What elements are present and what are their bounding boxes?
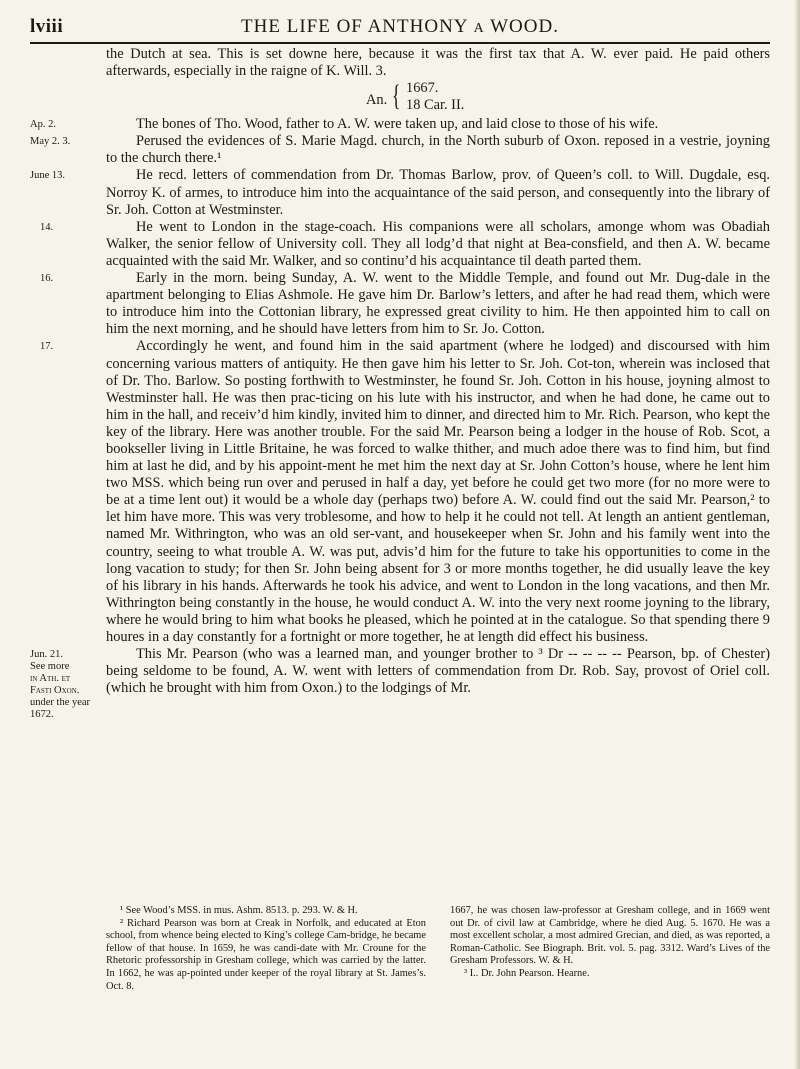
entry-text: This Mr. Pearson (who was a learned man, and younger brother to ³ Dr -- -- -- -- Pearson, bp. of Chester) being seldome to be found, A. W. went with letters of commendation from Dr. Rob. Say, provost of Oriel coll. (which he brought with him from Oxon.) to the lodgings of Mr. [106,646,770,697]
diary-entry [0,167,800,218]
margin-date: Jun. 21. [30,649,63,661]
footnote-2: ² Richard Pearson was born at Creak in Norfolk, and educated at Eton school, from whence being elected to King’s college Cam-bridge, he became fellow of that house. In 1659, he was candi-date with Mr. Croune for the Rhetoric professorship in Gresham college, which was carried by the latter. In 1662, he was ap-pointed under keeper of the royal library at St. James’s. Oct. 8. [106,917,426,992]
page-edge-shadow [794,0,800,1069]
diary-entry [0,338,800,646]
entry-text: Early in the morn. being Sunday, A. W. went to the Middle Temple, and found out Mr. Dug-dale in the apartment belonging to Elias Ashmole. He gave him Dr. Barlow’s letters, and after he had read them, which were to introduce him into the Cottonian library, he expressed great civility to him. He then appointed him to call on him the next morning, and he should have letters from him to Sr. Jo. Cotton. [106,270,770,338]
running-head-part-2: WOOD. [484,16,559,37]
margin-date: 17. [40,341,54,353]
margin-date: June 13. [30,170,65,182]
entry-text: The bones of Tho. Wood, father to A. W. were taken up, and laid close to those of his wife. [136,116,659,133]
year-heading [106,80,770,116]
margin-date: 14. [40,221,54,233]
diary-entry [0,116,800,133]
side-note-line: 1672. [30,709,54,721]
year-heading-an: An. [366,92,388,109]
diary-entry [0,646,800,721]
footnote-column-right [450,905,770,993]
margin-date: May 2. 3. [30,136,71,148]
brace-glyph: { [391,79,401,113]
diary-entry [0,133,800,167]
footnote-3: ³ I.. Dr. John Pearson. Hearne. [464,967,590,979]
diary-entry [0,270,800,338]
entry-text: He recd. letters of commendation from Dr. Thomas Barlow, prov. of Queen’s coll. to Will. Dugdale, esq. Norroy K. of armes, to introduce him into the acquaintance of the said person, and consequently into the library of Sr. Joh. Cotton at Westminster. [106,167,770,218]
entry-text: Accordingly he went, and found him in the said apartment (where he lodged) and discoursed with him concerning various matters of antiquity. He then gave him his letter to Sr. Joh. Cot-ton, wherein was inclosed that of Dr. Tho. Barlow. So posting forthwith to Westminster, he found Sr. Joh. Cotton in his house, joyning almost to Westminster hall. He was then prac-ticing on his lute with his instructor, and when he had done, he came out to him in the hall, and receiv’d him kindly, invited him to dinner, and directed him to Mr. Rich. Pearson, who kept the key of the library. Here was another trouble. For the said Mr. Pearson being a lodger in the house of Rob. Scot, a bookseller living in Little Britaine, he was forced to walke thither, and much adoe there was to find him, but find him at last he did, and by his appoint-ment he met him the next day at Sr. John Cotton’s house, where he lent him two MSS. which being run over and perused in half a day, yet before he could get two more (for no more were to be at a time lent out) it would be a whole day (perhaps two) before A. W. could find out the said Mr. Pearson,² to let him have more. This was very troblesome, and how to help it he could not tell. At length an antient gentleman, named Mr. Withrington, who was an old ser-vant, and housekeeper when Sr. John and his family went into the country, seeing to what trouble A. W. was put, advis’d him for the future to take his opportunities to come in the long vacation to study; for then Sr. John being absent for 3 or more months together, he did usually leave the key of his library in his hands. Afterwards he took his advice, and went to London in the long vacations, and then Mr. Withrington being constantly in the house, he would conduct A. W. into the very next roome joyning to the library, where he would bring to him what books he pleased, which he pointed at in the catalogue. So that spending there 9 houres in a day constantly for a fortnight or more together, he at length did effect his business. [106,338,770,645]
page-number: lviii [30,16,64,37]
diary-entry [0,219,800,270]
side-note-line: See more [30,661,70,673]
side-note-line: in Ath. et [30,673,71,685]
running-head-small-caps: A [473,21,485,36]
running-head [30,16,770,38]
margin-cross-reference [30,661,110,721]
footnote-column-left [106,905,426,993]
year-heading-regnal: 18 Car. II. [406,97,465,114]
margin-date: Ap. 2. [30,119,56,131]
footnotes [106,905,770,993]
entry-text: He went to London in the stage-coach. His companions were all scholars, amonge whom was Obadiah Walker, the senior fellow of University coll. They all lodg’d that night at Bea-consfield, and then A. W. became acquainted with the said Mr. Walker, and so continu’d his acquaintance til death parted them. [106,218,770,269]
footnote-2-continued: 1667, he was chosen law-professor at Gresham college, and in 1669 went out Dr. of civil law at Cambridge, where he died Aug. 5. 1670. He was a most excellent scholar, a most admired Grecian, and died, as was reported, a Roman-Catholic. See Biograph. Brit. vol. 5. pag. 3312. Ward’s Lives of the Gresham Professors. W. & H. [450,905,770,967]
header-rule [30,42,770,44]
year-heading-year: 1667. [406,80,439,97]
footnote-1: ¹ See Wood’s MSS. in mus. Ashm. 8513. p. 293. W. & H. [120,905,358,916]
page-header [30,14,770,42]
intro-paragraph: the Dutch at sea. This is set downe here, because it was the first tax that A. W. ever paid. He paid others afterwards, especially in the raigne of K. Will. 3. [106,46,770,80]
side-note-line: Fasti Oxon. [30,685,80,697]
margin-date: 16. [40,273,54,285]
entry-text: Perused the evidences of S. Marie Magd. church, in the North suburb of Oxon. reposed in a vestrie, joyning to the church there.¹ [106,133,770,167]
running-head-part-1: THE LIFE OF ANTHONY [241,16,474,37]
side-note-line: under the year [30,697,91,709]
page-body [0,46,800,721]
